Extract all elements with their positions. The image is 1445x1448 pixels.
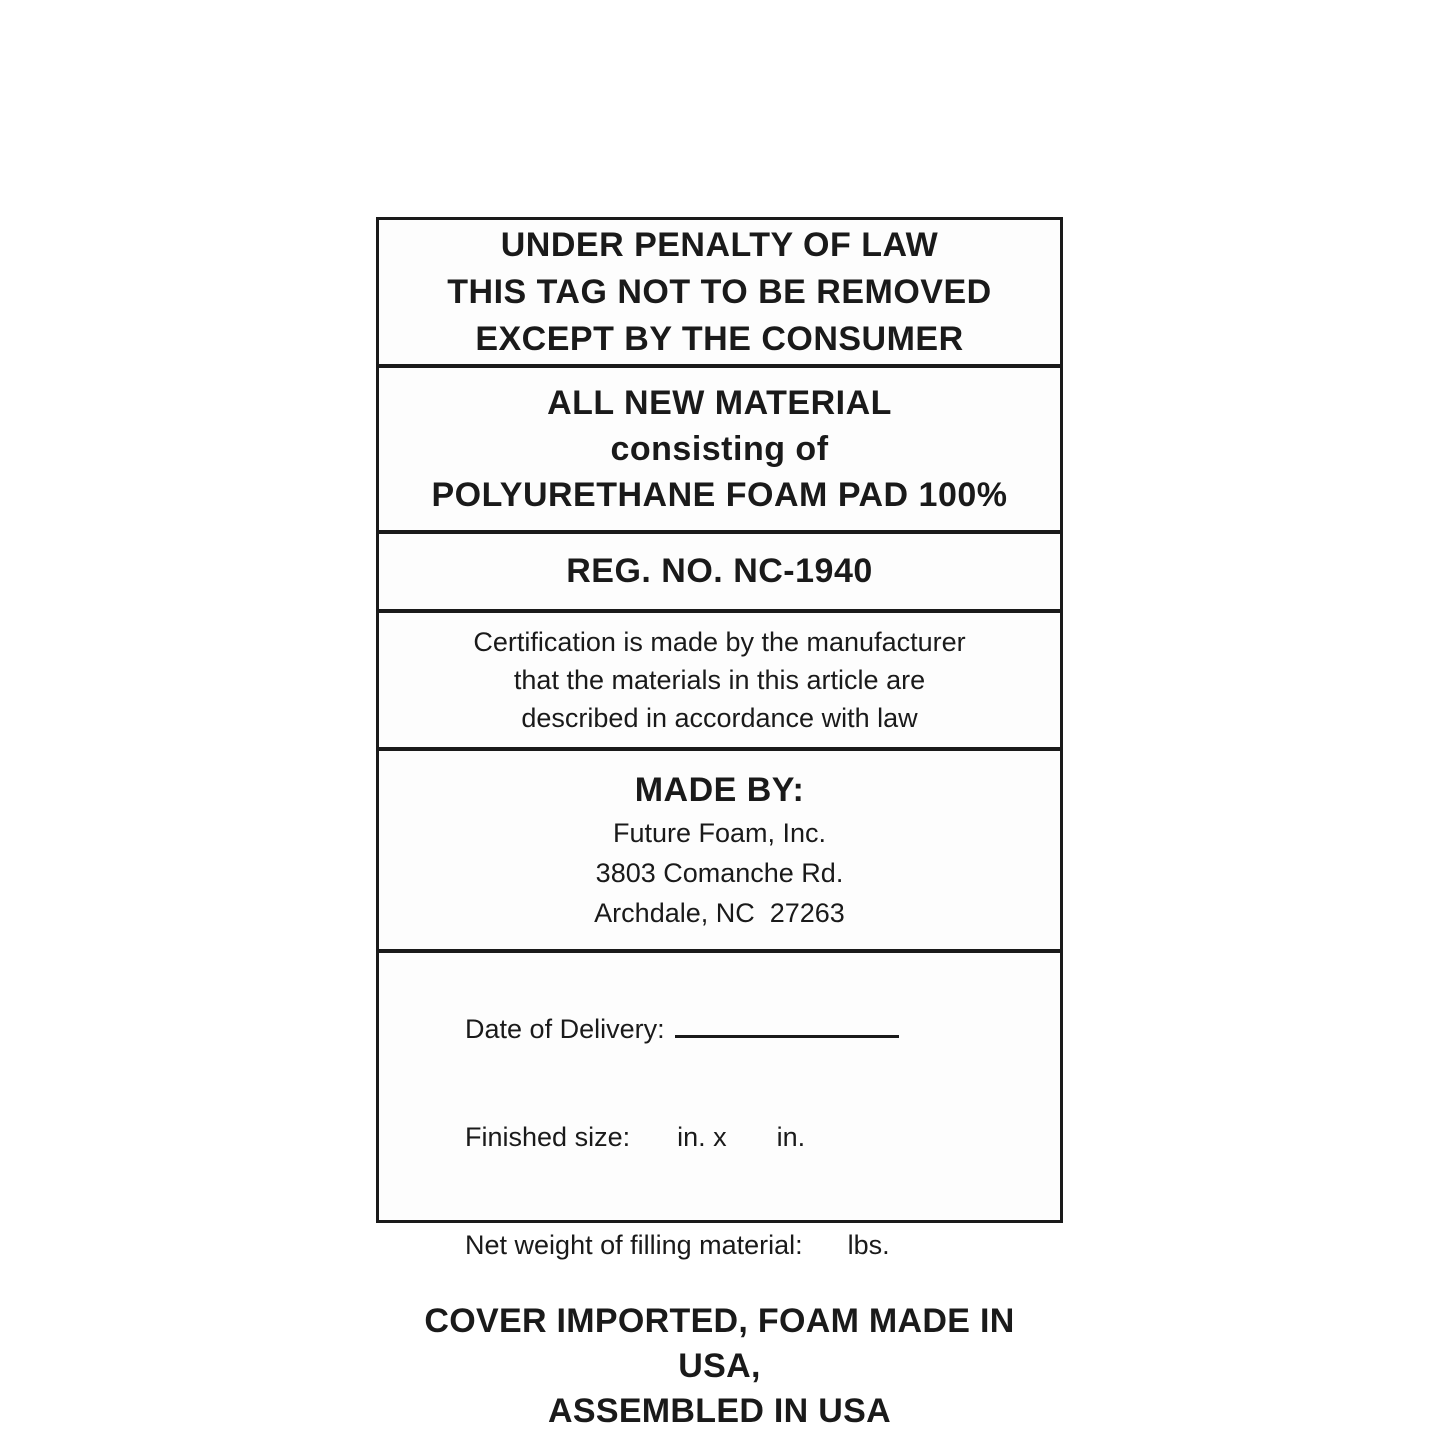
certification-section [379, 613, 1060, 751]
date-of-delivery-blank [675, 1012, 899, 1038]
manufacturer-city-state-zip: Archdale, NC 27263 [594, 898, 845, 928]
manufacturer-name: Future Foam, Inc. [612, 818, 827, 848]
material-line-3: POLYURETHANE FOAM PAD 100% [431, 476, 1008, 514]
finished-size-unit-2: in. [776, 1122, 806, 1152]
penalty-line-1: UNDER PENALTY OF LAW [500, 225, 939, 264]
finished-size-label: Finished size: [465, 1122, 631, 1152]
finished-size-unit-1: in. x [677, 1122, 727, 1152]
date-of-delivery-row [405, 975, 1034, 1083]
net-weight-row [405, 1191, 1034, 1299]
origin-line-2: ASSEMBLED IN USA [548, 1392, 891, 1430]
registration-number: REG. NO. NC-1940 [566, 552, 873, 590]
certification-line-1: Certification is made by the manufacturer [473, 627, 966, 657]
penalty-section [379, 220, 1060, 368]
details-section [379, 953, 1060, 1448]
manufacturer-street: 3803 Comanche Rd. [595, 858, 844, 888]
penalty-line-3: EXCEPT BY THE CONSUMER [475, 319, 964, 358]
made-by-heading: MADE BY: [634, 771, 805, 809]
net-weight-unit: lbs. [847, 1230, 890, 1260]
made-by-section [379, 751, 1060, 953]
finished-size-row [405, 1083, 1034, 1191]
origin-statement [405, 1299, 1034, 1434]
certification-line-3: described in accordance with law [521, 703, 918, 733]
net-weight-label: Net weight of filling material: [465, 1230, 803, 1260]
material-section [379, 368, 1060, 534]
certification-line-2: that the materials in this article are [513, 665, 926, 695]
registration-number-section [379, 534, 1060, 613]
date-of-delivery-label: Date of Delivery: [465, 1014, 665, 1044]
origin-line-1: COVER IMPORTED, FOAM MADE IN USA, [424, 1302, 1025, 1385]
material-line-2: consisting of [610, 430, 829, 468]
penalty-line-2: THIS TAG NOT TO BE REMOVED [447, 272, 992, 311]
law-label-tag [376, 217, 1063, 1430]
material-line-1: ALL NEW MATERIAL [547, 384, 892, 422]
